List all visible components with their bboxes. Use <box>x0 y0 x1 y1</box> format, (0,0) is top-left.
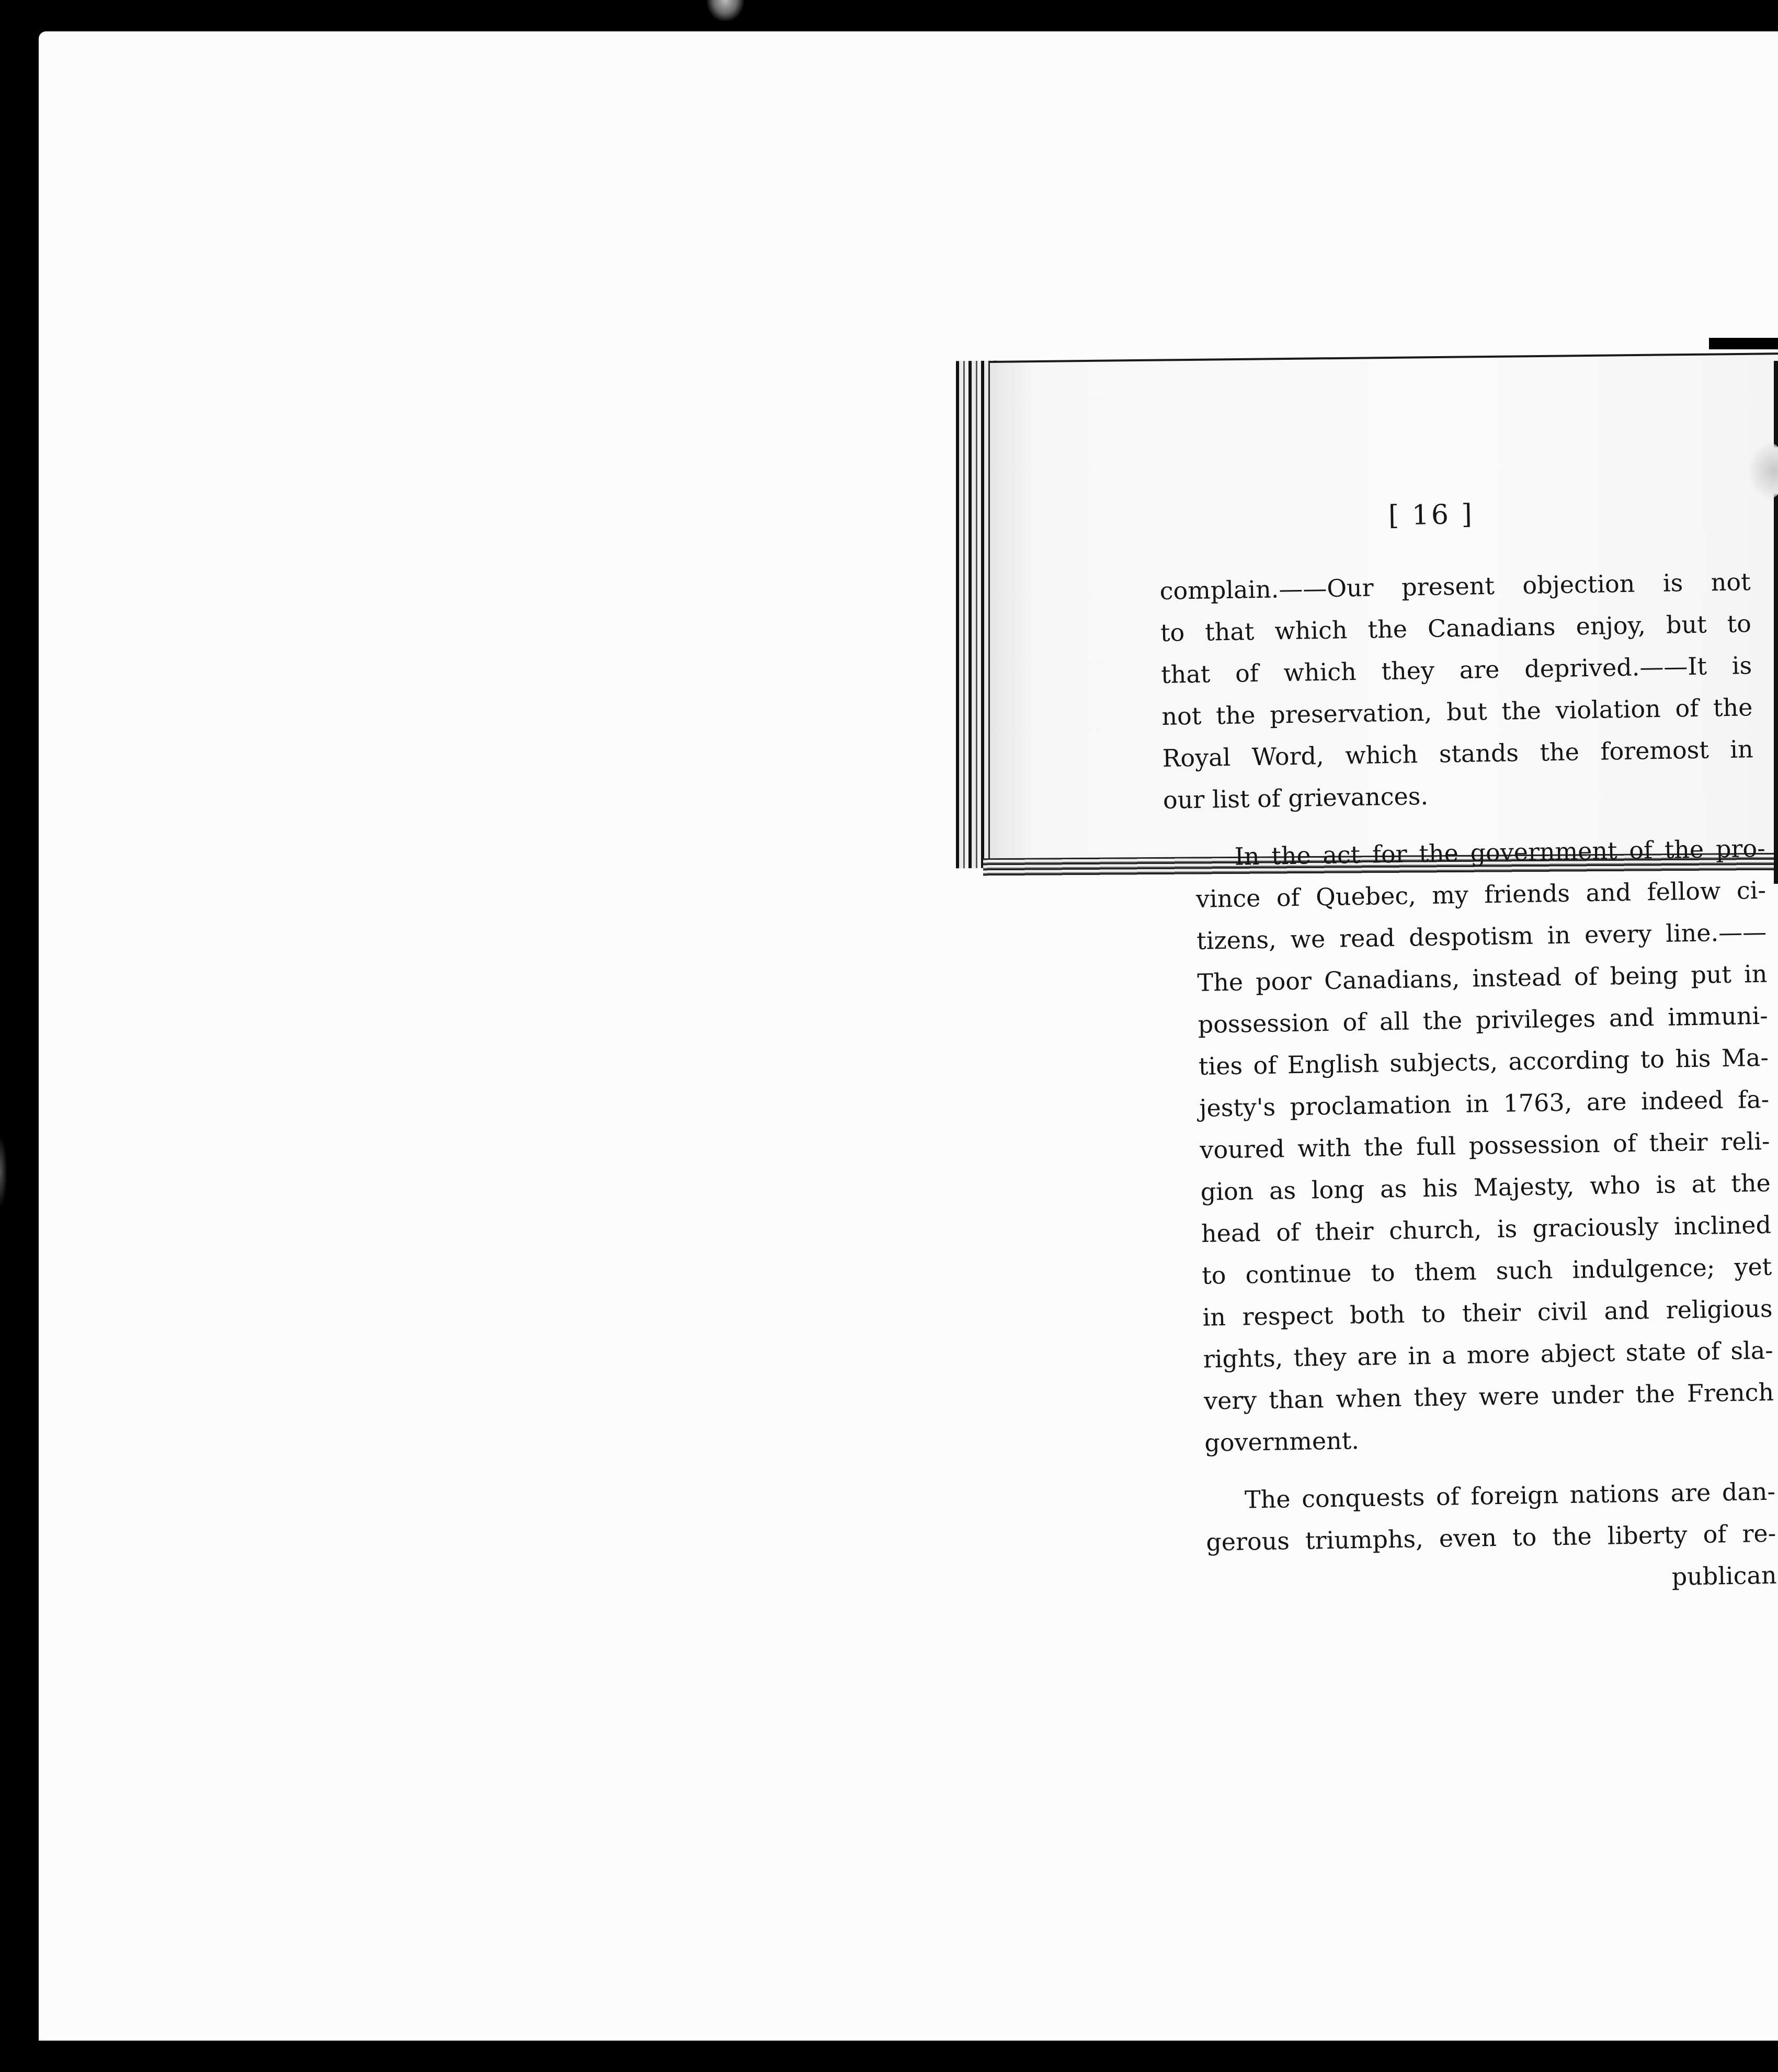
text-line: jesty's proclamation in 1763, are indeed fa- <box>1199 1085 1770 1122</box>
text-line: very than when they were under the French <box>1203 1377 1774 1415</box>
text-line: vince of Quebec, my friends and fellow ci- <box>1195 875 1766 913</box>
text-line: In the act for the government of the pro- <box>1234 834 1766 871</box>
film-speck <box>0 1135 7 1208</box>
text-line: Royal Word, which stands the foremost in <box>1162 735 1754 772</box>
text-line: ties of English subjects, according to his Ma- <box>1198 1043 1769 1080</box>
text-line: possession of all the privileges and immuni- <box>1198 1001 1769 1039</box>
text-line: head of their church, is graciously inclined <box>1201 1210 1772 1248</box>
book-edge-bar <box>1709 338 1778 349</box>
text-line: tizens, we read despotism in every line.—— <box>1196 917 1767 955</box>
text-line: in respect both to their civil and religious <box>1202 1294 1773 1331</box>
text-line: rights, they are in a more abject state of sla- <box>1203 1336 1774 1373</box>
text-line: our list of grievances. <box>1162 781 1429 814</box>
text-line: government. <box>1204 1426 1360 1457</box>
text-line: complain.——Our present objection is not <box>1159 567 1751 605</box>
paragraph-3 <box>1205 1470 1778 1605</box>
film-notch <box>707 0 744 21</box>
text-line: The poor Canadians, instead of being put in <box>1197 959 1768 997</box>
catchword: publican <box>1671 1561 1777 1591</box>
text-line: gion as long as his Majesty, who is at the <box>1200 1168 1771 1206</box>
text-line: to that which the Canadians enjoy, but to <box>1160 609 1752 647</box>
text-line: gerous triumphs, even to the liberty of re- <box>1205 1519 1776 1556</box>
text-line: voured with the full possession of their reli- <box>1200 1126 1770 1164</box>
text-line: The conquests of foreign nations are dan- <box>1244 1477 1776 1514</box>
page-number-header: [ 16 ] <box>1388 498 1475 532</box>
page-text <box>1158 489 1778 1606</box>
text-line: not the preservation, but the violation of the <box>1161 693 1753 731</box>
text-line: that of which they are deprived.——It is <box>1160 651 1752 689</box>
text-line: to continue to them such indulgence; yet <box>1201 1252 1772 1290</box>
paragraph-1 <box>1159 560 1778 821</box>
paragraph-2 <box>1195 827 1778 1464</box>
